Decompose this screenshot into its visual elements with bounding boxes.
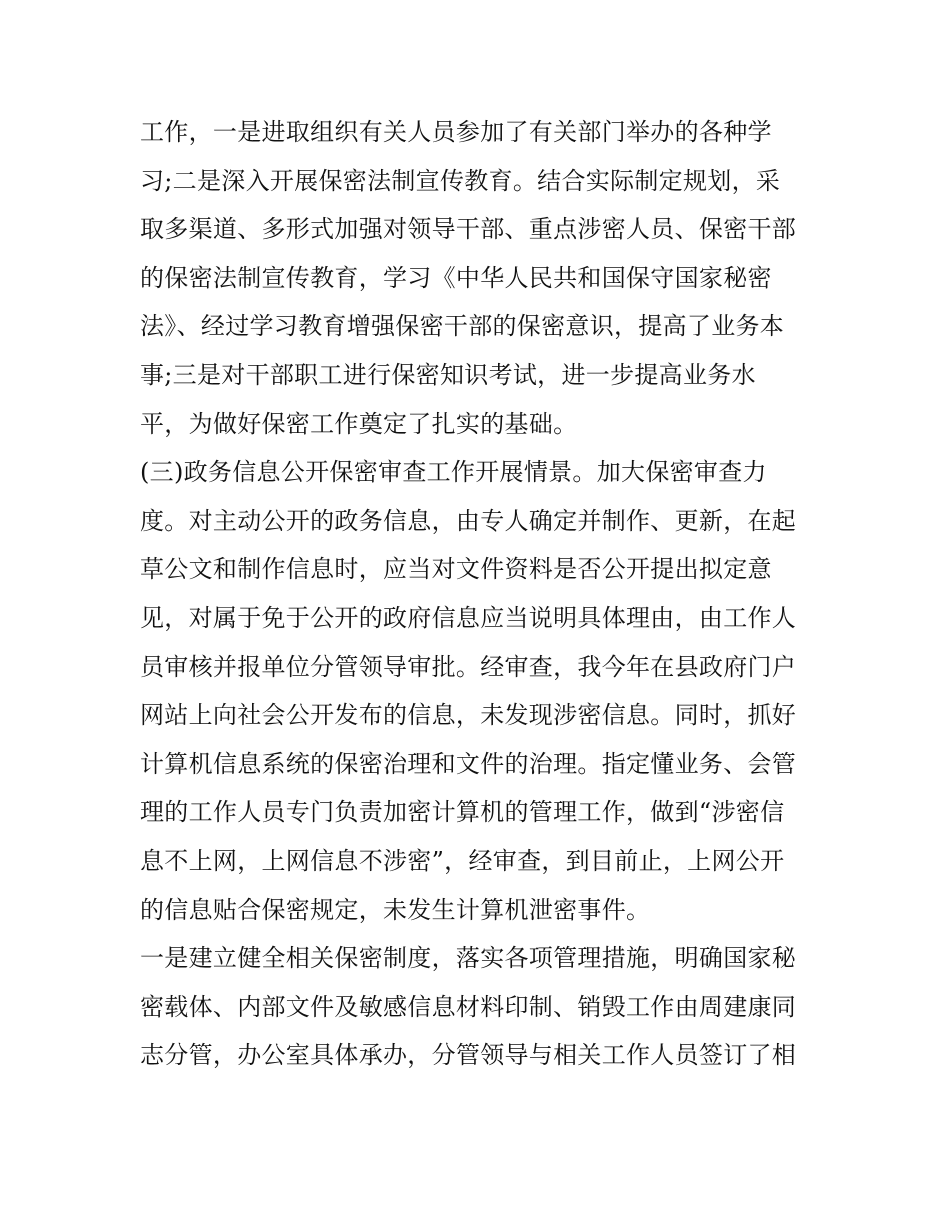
text-line: 取多渠道、多形式加强对领导干部、重点涉密人员、保密干部 <box>140 215 797 244</box>
text-line: 草公文和制作信息时，应当对文件资料是否公开提出拟定意 <box>140 555 772 584</box>
text-line: 网站上向社会公开发布的信息，未发现涉密信息。同时，抓好 <box>140 701 797 730</box>
text-line: 习;二是深入开展保密法制宣传教育。结合实际制定规划，采 <box>140 166 781 195</box>
text-line: 工作，一是进取组织有关人员参加了有关部门举办的各种学 <box>140 118 772 146</box>
text-line: 密载体、内部文件及敏感信息材料印制、销毁工作由周建康同 <box>140 992 797 1021</box>
text-line: (三)政务信息公开保密审查工作开展情景。加大保密审查力 <box>140 458 767 487</box>
text-line: 事;三是对干部职工进行保密知识考试，进一步提高业务水 <box>140 360 756 389</box>
text-line: 法》、经过学习教育增强保密干部的保密意识，提高了业务本 <box>140 312 785 341</box>
text-line: 平，为做好保密工作奠定了扎实的基础。 <box>140 409 578 438</box>
document-body <box>140 108 820 1080</box>
text-line: 的保密法制宣传教育，学习《中华人民共和国保守国家秘密 <box>140 263 772 292</box>
text-line: 理的工作人员专门负责加密计算机的管理工作，做到“涉密信 <box>140 798 785 827</box>
text-line: 计算机信息系统的保密治理和文件的治理。指定懂业务、会管 <box>140 749 797 778</box>
text-line: 志分管，办公室具体承办，分管领导与相关工作人员签订了相 <box>140 1041 797 1070</box>
text-line: 员审核并报单位分管领导审批。经审查，我今年在县政府门户 <box>140 652 797 681</box>
text-line: 见，对属于免于公开的政府信息应当说明具体理由，由工作人 <box>140 603 797 632</box>
text-line: 度。对主动公开的政务信息，由专人确定并制作、更新，在起 <box>140 506 797 535</box>
text-line: 的信息贴合保密规定，未发生计算机泄密事件。 <box>140 895 651 924</box>
text-line: 息不上网，上网信息不涉密”，经审查，到目前止，上网公开 <box>140 846 785 875</box>
text-line: 一是建立健全相关保密制度，落实各项管理措施，明确国家秘 <box>140 944 797 973</box>
